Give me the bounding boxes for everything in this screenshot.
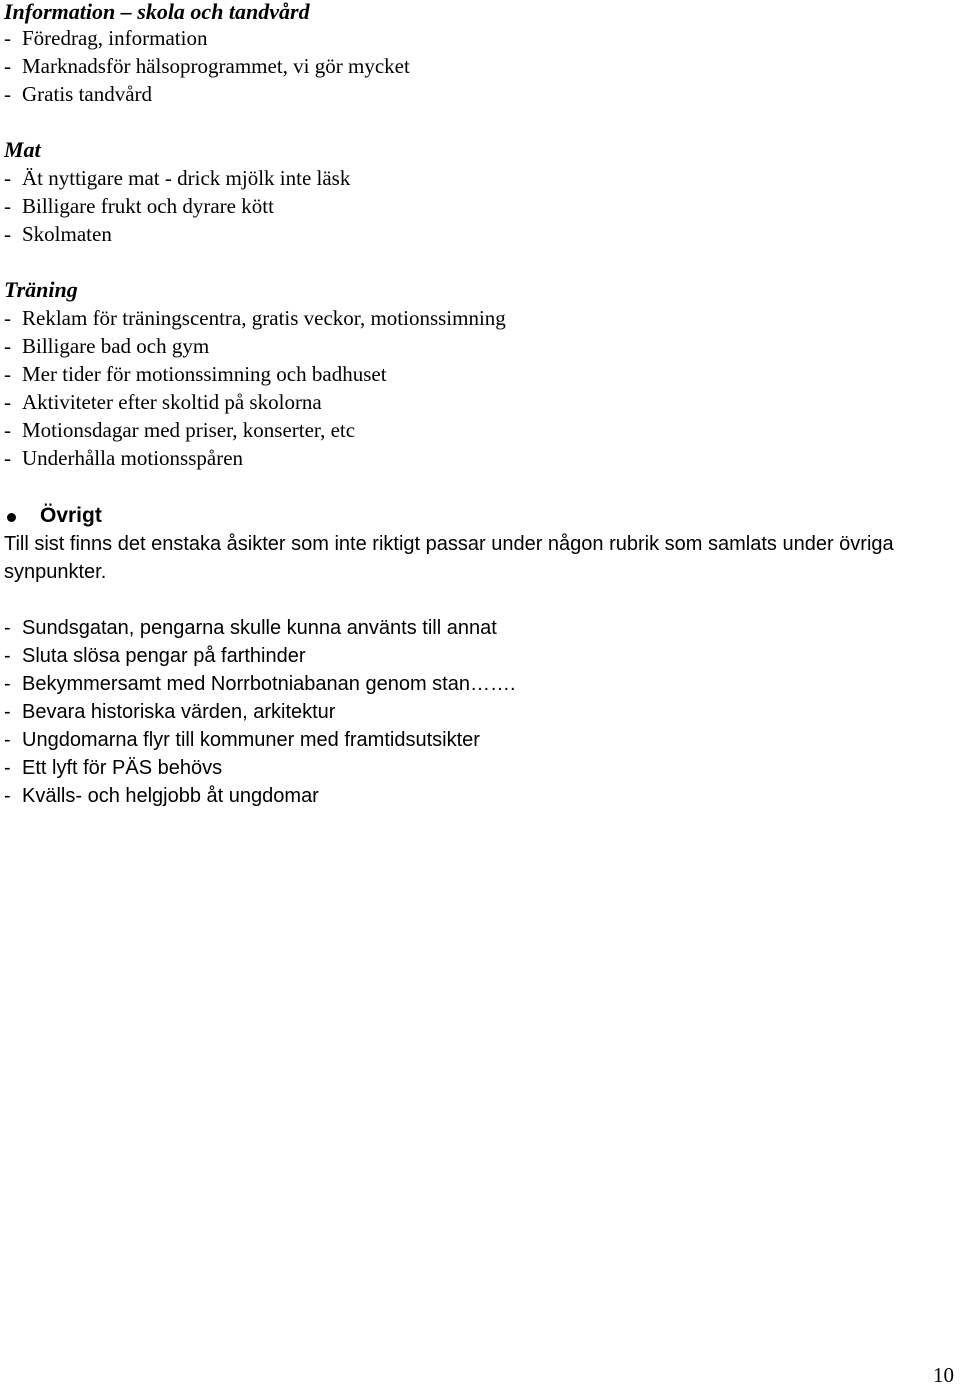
list-marker: - [4, 306, 11, 330]
list-marker: - [4, 54, 11, 78]
list-item [4, 642, 516, 670]
list-marker: - [4, 617, 11, 639]
list-traning [4, 304, 506, 472]
list-marker: - [4, 645, 11, 667]
list-item [4, 698, 516, 726]
list-item-text: Motionsdagar med priser, konserter, etc [22, 418, 356, 442]
list-item [4, 164, 350, 192]
list-item [4, 192, 350, 220]
list-marker: - [4, 785, 11, 807]
list-marker: - [4, 673, 11, 695]
list-information [4, 24, 410, 108]
list-item [4, 416, 506, 444]
list-item [4, 52, 410, 80]
list-item-text: Skolmaten [22, 222, 112, 246]
list-item [4, 444, 506, 472]
list-item-text: Billigare frukt och dyrare kött [22, 194, 274, 218]
list-marker: - [4, 757, 11, 779]
list-item [4, 360, 506, 388]
list-item-text: Aktiviteter efter skoltid på skolorna [22, 390, 322, 414]
list-item [4, 614, 516, 642]
list-ovrigt [4, 614, 516, 810]
list-marker: - [4, 446, 11, 470]
list-item [4, 80, 410, 108]
list-marker: - [4, 418, 11, 442]
list-marker: - [4, 334, 11, 358]
list-marker: - [4, 26, 11, 50]
list-item [4, 304, 506, 332]
list-item-text: Bekymmersamt med Norrbotniabanan genom stan……. [22, 673, 516, 695]
list-item-text: Bevara historiska värden, arkitektur [22, 701, 336, 723]
list-item-text: Ett lyft för PÄS behövs [22, 757, 223, 779]
list-item-text: Marknadsför hälsoprogrammet, vi gör mycket [22, 54, 410, 78]
list-marker: - [4, 390, 11, 414]
list-item-text: Sundsgatan, pengarna skulle kunna använts till annat [22, 617, 497, 639]
ovrigt-label: Övrigt [40, 504, 102, 527]
list-marker: - [4, 362, 11, 386]
list-item [4, 726, 516, 754]
list-marker: - [4, 82, 11, 106]
list-item-text: Mer tider för motionssimning och badhuset [22, 362, 387, 386]
list-item [4, 388, 506, 416]
list-item-text: Gratis tandvård [22, 82, 153, 106]
section-heading-information: Information – skola och tandvård [4, 0, 310, 24]
list-item [4, 220, 350, 248]
page-number: 10 [933, 1363, 954, 1387]
list-marker: - [4, 166, 11, 190]
list-item-text: Billigare bad och gym [22, 334, 210, 358]
list-item [4, 754, 516, 782]
list-item [4, 24, 410, 52]
list-item-text: Reklam för träningscentra, gratis veckor, motionssimning [22, 306, 506, 330]
list-item [4, 332, 506, 360]
list-item-text: Ungdomarna flyr till kommuner med framtidsutsikter [22, 729, 480, 751]
list-item [4, 670, 516, 698]
list-item [4, 782, 516, 810]
list-item-text: Kvälls- och helgjobb åt ungdomar [22, 785, 319, 807]
list-mat [4, 164, 350, 248]
section-heading-mat: Mat [4, 137, 41, 162]
list-marker: - [4, 729, 11, 751]
list-item-text: Sluta slösa pengar på farthinder [22, 645, 306, 667]
bullet-icon [7, 513, 16, 522]
section-heading-traning: Träning [4, 277, 78, 302]
list-marker: - [4, 194, 11, 218]
ovrigt-intro-paragraph: Till sist finns det enstaka åsikter som inte riktigt passar under någon rubrik som samlats under övriga synpunkter. [4, 533, 894, 583]
list-marker: - [4, 701, 11, 723]
list-item-text: Ät nyttigare mat - drick mjölk inte läsk [22, 166, 351, 190]
list-item-text: Underhålla motionsspåren [22, 446, 244, 470]
list-item-text: Föredrag, information [22, 26, 208, 50]
list-marker: - [4, 222, 11, 246]
